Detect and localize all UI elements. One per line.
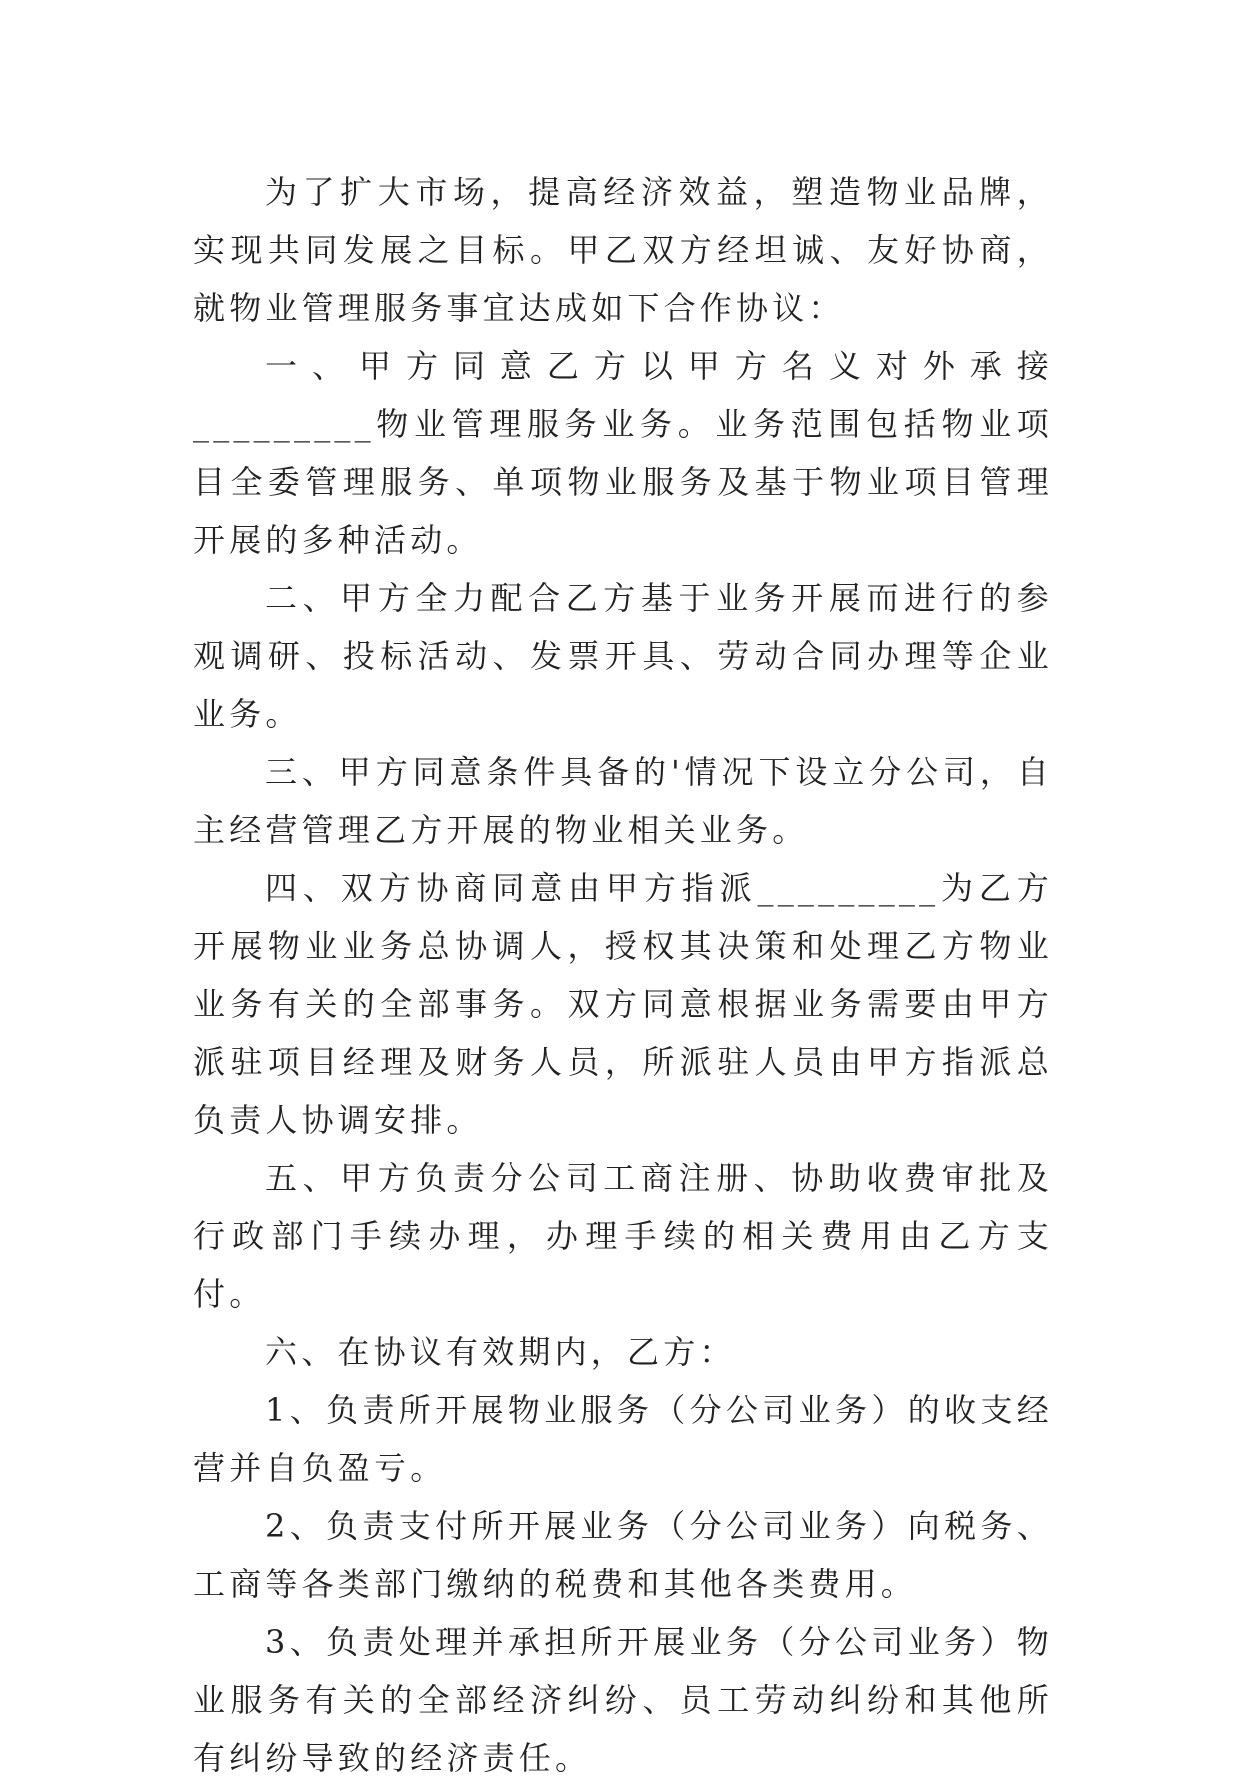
paragraph-clause-4: 四、双方协商同意由甲方指派_________为乙方开展物业业务总协调人，授权其决策和处理乙方物业业务有关的全部事务。双方同意根据业务需要由甲方派驻项目经理及财务人员，所派驻人员由甲方指派总负责人协调安排。 xyxy=(193,869,1053,1139)
paragraph-clause-1: 一、甲方同意乙方以甲方名义对外承接_________物业管理服务业务。业务范围包括物业项目全委管理服务、单项物业服务及基于物业项目管理开展的多种活动。 xyxy=(193,347,1053,559)
paragraph-item-2: 2、负责支付所开展业务（分公司业务）向税务、工商等各类部门缴纳的税费和其他各类费用。 xyxy=(193,1507,1053,1603)
paragraph-clause-3: 三、甲方同意条件具备的'情况下设立分公司，自主经营管理乙方开展的物业相关业务。 xyxy=(193,753,1053,849)
paragraph-intro: 为了扩大市场，提高经济效益，塑造物业品牌，实现共同发展之目标。甲乙双方经坦诚、友好协商，就物业管理服务事宜达成如下合作协议： xyxy=(193,173,1053,327)
paragraph-clause-6: 六、在协议有效期内，乙方： xyxy=(265,1333,736,1371)
document-body xyxy=(193,163,1053,1787)
paragraph-clause-5: 五、甲方负责分公司工商注册、协助收费审批及行政部门手续办理，办理手续的相关费用由乙方支付。 xyxy=(193,1159,1053,1313)
paragraph-item-1: 1、负责所开展物业服务（分公司业务）的收支经营并自负盈亏。 xyxy=(193,1391,1053,1487)
paragraph-clause-2: 二、甲方全力配合乙方基于业务开展而进行的参观调研、投标活动、发票开具、劳动合同办理等企业业务。 xyxy=(193,579,1053,733)
paragraph-item-3: 3、负责处理并承担所开展业务（分公司业务）物业服务有关的全部经济纠纷、员工劳动纠纷和其他所有纠纷导致的经济责任。 xyxy=(193,1623,1053,1777)
